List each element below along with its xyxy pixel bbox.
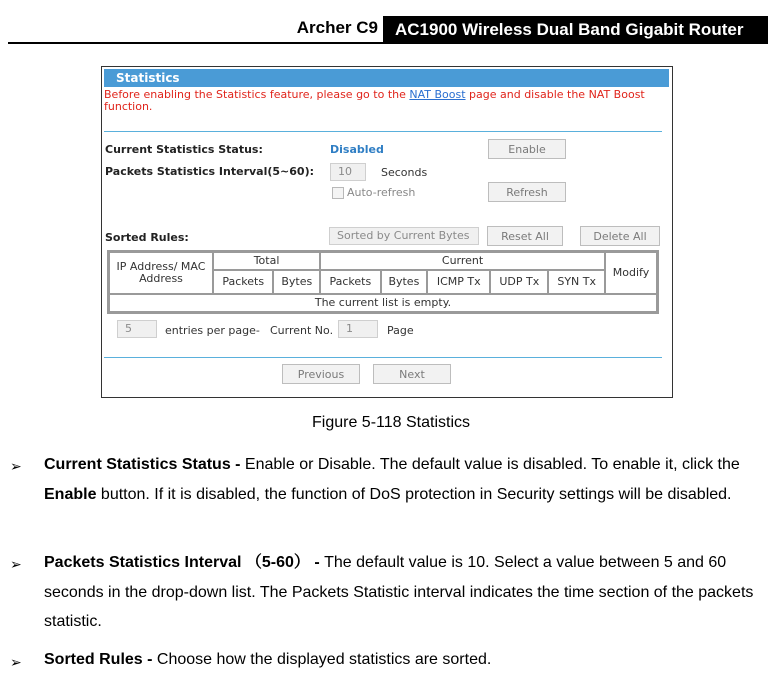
col-syn-tx: SYN Tx (548, 270, 605, 294)
bullet-text: Enable or Disable. The default value is disabled. To enable it, click the (240, 456, 740, 473)
sort-select[interactable]: Sorted by Current Bytes (329, 227, 479, 245)
header-title: AC1900 Wireless Dual Band Gigabit Router (383, 16, 768, 43)
col-current-bytes: Bytes (381, 270, 428, 294)
col-total-packets: Packets (213, 270, 273, 294)
auto-refresh-checkbox[interactable] (332, 187, 344, 199)
col-current-packets: Packets (320, 270, 380, 294)
divider-bottom (104, 357, 662, 358)
rules-table (107, 250, 659, 314)
status-label: Current Statistics Status: (105, 143, 263, 156)
bullet-bold-word: Enable (44, 485, 97, 503)
previous-button[interactable]: Previous (282, 364, 360, 384)
bullet-marker: ➢ (10, 458, 22, 474)
bullet-text: The default value is 10. Select a value between 5 and 60 seconds in the drop-down list. The Packets Statistic interval indicates the time section of the packets statistic. (44, 554, 754, 630)
col-icmp-tx: ICMP Tx (427, 270, 490, 294)
figure-caption: Figure 5-118 Statistics (312, 414, 470, 431)
interval-input[interactable]: 10 (330, 163, 366, 181)
page-label: Page (387, 324, 414, 337)
bullet-text: button. If it is disabled, the function of DoS protection in Security settings will be disabled. (96, 485, 732, 503)
col-udp-tx: UDP Tx (490, 270, 548, 294)
status-value: Disabled (330, 143, 384, 156)
divider (104, 131, 662, 132)
interval-unit: Seconds (381, 166, 428, 179)
panel-title: Statistics (104, 69, 669, 87)
bullet-term: Packets Statistics Interval （5-60） - (44, 554, 320, 571)
note-prefix: Before enabling the Statistics feature, please go to the (104, 88, 410, 101)
group-current: Current (320, 252, 605, 270)
entries-per-page-input[interactable]: 5 (117, 320, 157, 338)
current-no-input[interactable]: 1 (338, 320, 378, 338)
nat-boost-note (104, 89, 664, 113)
bullet-term: Current Statistics Status - (44, 456, 241, 473)
bullet-interval-paragraph (44, 548, 766, 637)
reset-all-button[interactable]: Reset All (487, 226, 563, 246)
bullet-status-paragraph (44, 450, 766, 509)
nat-boost-link[interactable]: NAT Boost (409, 88, 466, 101)
header-rule (8, 42, 768, 44)
group-total: Total (213, 252, 320, 270)
entries-per-page-label: entries per page- (165, 324, 260, 337)
bullet-marker: ➢ (10, 556, 22, 572)
bullet-sorted-paragraph (44, 645, 766, 675)
col-ip-address: IP Address/ MAC Address (109, 252, 213, 294)
empty-message: The current list is empty. (109, 294, 657, 312)
statistics-panel (101, 66, 673, 398)
note-suffix: page and disable the NAT Boost function. (104, 88, 645, 113)
auto-refresh-label: Auto-refresh (347, 186, 416, 199)
col-total-bytes: Bytes (273, 270, 320, 294)
next-button[interactable]: Next (373, 364, 451, 384)
interval-label: Packets Statistics Interval(5~60): (105, 165, 314, 178)
refresh-button[interactable]: Refresh (488, 182, 566, 202)
bullet-text: Choose how the displayed statistics are sorted. (152, 651, 492, 668)
enable-button[interactable]: Enable (488, 139, 566, 159)
col-modify: Modify (605, 252, 657, 294)
current-no-label: Current No. (270, 324, 334, 337)
sorted-rules-label: Sorted Rules: (105, 231, 189, 244)
bullet-term: Sorted Rules - (44, 651, 153, 668)
delete-all-button[interactable]: Delete All (580, 226, 660, 246)
bullet-marker: ➢ (10, 654, 22, 670)
header-model: Archer C9 (296, 18, 378, 37)
